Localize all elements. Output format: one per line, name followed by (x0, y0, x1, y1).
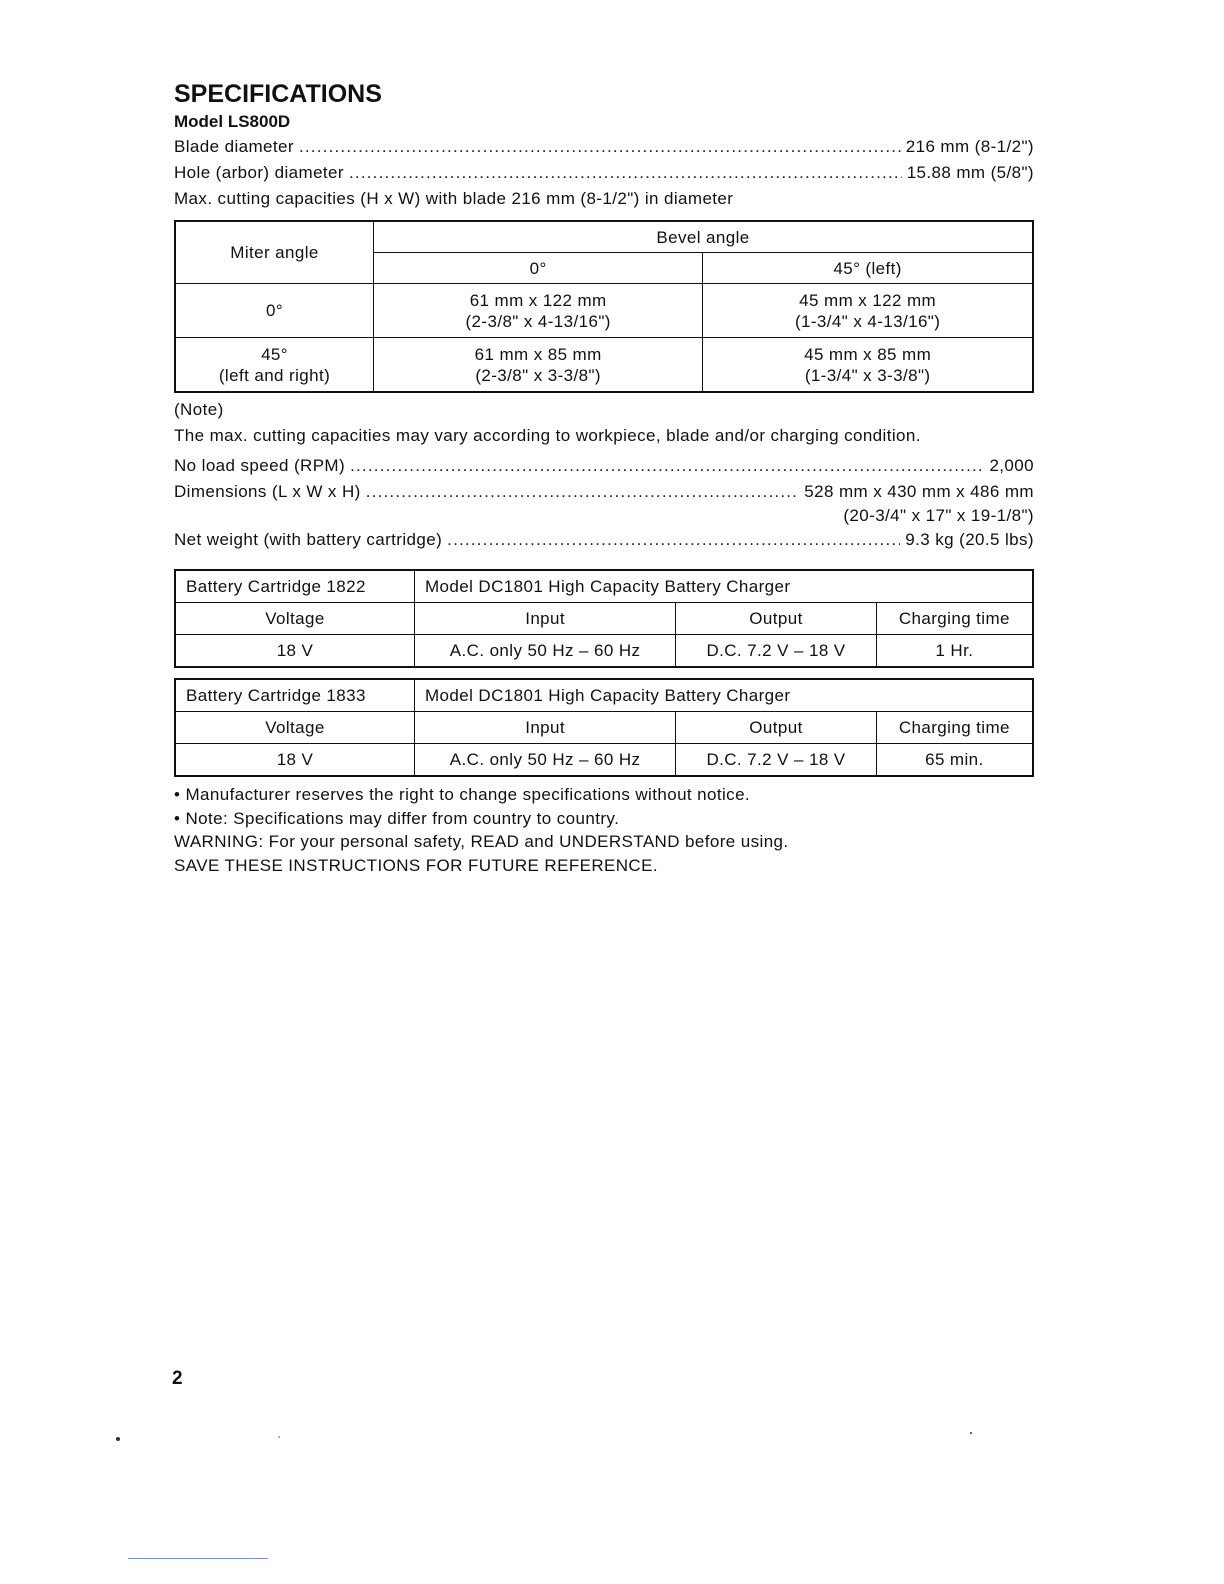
charger-model-cell: Model DC1801 High Capacity Battery Charger (414, 679, 1033, 712)
bevel-0-header: 0° (374, 253, 703, 284)
miter-value: 45° (261, 344, 288, 364)
spec-value: 15.88 mm (5/8") (906, 163, 1034, 182)
spec-label: Blade diameter (174, 137, 294, 156)
warning-text: WARNING: For your personal safety, READ and UNDERSTAND before using. (174, 832, 789, 851)
miter-cell (175, 338, 374, 393)
spec-blade-diameter (174, 134, 1034, 160)
footnotes (174, 783, 1034, 877)
capacity-intro: Max. cutting capacities (H x W) with blade 216 mm (8-1/2") in diameter (174, 189, 734, 208)
edge-line (128, 1558, 268, 1559)
note-text: The max. cutting capacities may vary according to workpiece, blade and/or charging condition. (174, 426, 921, 445)
voltage-header: Voltage (175, 603, 414, 635)
dot-leader (299, 134, 901, 160)
output-value: D.C. 7.2 V – 18 V (676, 744, 877, 777)
voltage-value: 18 V (175, 635, 414, 668)
spec-net-weight (174, 527, 1034, 553)
scan-speck (116, 1437, 120, 1441)
dot-leader (366, 479, 800, 505)
spec-value: 216 mm (8-1/2") (905, 137, 1034, 156)
spec-value: 528 mm x 430 mm x 486 mm (804, 482, 1034, 501)
capacity-cell (374, 338, 703, 393)
battery-table-1833 (174, 678, 1034, 777)
bevel-angle-header: Bevel angle (374, 221, 1033, 253)
footnote-country: • Note: Specifications may differ from country to country. (174, 808, 620, 828)
spec-label: Net weight (with battery cartridge) (174, 530, 443, 549)
miter-angle-header: Miter angle (175, 221, 374, 284)
output-value: D.C. 7.2 V – 18 V (676, 635, 877, 668)
cutting-capacity-table (174, 220, 1034, 393)
battery-cartridge-cell: Battery Cartridge 1822 (175, 570, 414, 603)
input-value: A.C. only 50 Hz – 60 Hz (414, 635, 675, 668)
capacity-imperial: (2-3/8" x 3-3/8") (475, 365, 601, 385)
capacity-cell (703, 284, 1033, 338)
spec-hole-diameter (174, 160, 1034, 186)
capacity-imperial: (1-3/4" x 3-3/8") (804, 365, 931, 385)
capacity-row-miter-0 (175, 284, 1033, 338)
charging-time-value: 1 Hr. (876, 635, 1033, 668)
charging-time-value: 65 min. (876, 744, 1033, 777)
dot-leader (447, 527, 900, 553)
spec-dimensions (174, 479, 1034, 505)
model-heading: Model LS800D (174, 112, 291, 131)
specifications-section (174, 78, 1034, 877)
spec-dimensions-imperial: (20-3/4" x 17" x 19-1/8") (843, 506, 1034, 525)
capacity-metric: 45 mm x 85 mm (804, 344, 932, 364)
battery-table-1822 (174, 569, 1034, 668)
battery-cartridge-cell: Battery Cartridge 1833 (175, 679, 414, 712)
charging-time-header: Charging time (876, 603, 1033, 635)
miter-value: 0° (265, 301, 284, 320)
capacity-cell (703, 338, 1033, 393)
spec-no-load-speed (174, 453, 1034, 479)
capacity-row-miter-45 (175, 338, 1033, 393)
spec-label: Hole (arbor) diameter (174, 163, 344, 182)
capacity-imperial: (2-3/8" x 4-13/16") (465, 311, 611, 331)
spec-value: 9.3 kg (20.5 lbs) (905, 530, 1034, 549)
input-header: Input (414, 603, 675, 635)
output-header: Output (676, 712, 877, 744)
spec-label: Dimensions (L x W x H) (174, 482, 361, 501)
capacity-imperial: (1-3/4" x 4-13/16") (794, 311, 941, 331)
footnote-manufacturer: • Manufacturer reserves the right to change specifications without notice. (174, 785, 751, 804)
page-number: 2 (172, 1368, 183, 1389)
charger-model-cell: Model DC1801 High Capacity Battery Charger (414, 570, 1033, 603)
page-title: SPECIFICATIONS (174, 80, 382, 108)
scan-speck (278, 1436, 280, 1438)
voltage-header: Voltage (175, 712, 414, 744)
note-label: (Note) (174, 400, 224, 419)
miter-note: (left and right) (218, 365, 331, 385)
charging-time-header: Charging time (876, 712, 1033, 744)
capacity-cell (374, 284, 703, 338)
spec-value: 2,000 (989, 456, 1034, 475)
input-header: Input (414, 712, 675, 744)
dot-leader (349, 160, 902, 186)
capacity-metric: 45 mm x 122 mm (799, 290, 937, 310)
dot-leader (350, 453, 984, 479)
bevel-45-header: 45° (left) (703, 253, 1033, 284)
capacity-metric: 61 mm x 122 mm (469, 290, 607, 310)
miter-cell (175, 284, 374, 338)
input-value: A.C. only 50 Hz – 60 Hz (414, 744, 675, 777)
save-instructions-text: SAVE THESE INSTRUCTIONS FOR FUTURE REFERENCE. (174, 855, 658, 875)
output-header: Output (676, 603, 877, 635)
spec-label: No load speed (RPM) (174, 456, 346, 475)
voltage-value: 18 V (175, 744, 414, 777)
scan-speck (970, 1432, 972, 1434)
capacity-metric: 61 mm x 85 mm (474, 344, 602, 364)
